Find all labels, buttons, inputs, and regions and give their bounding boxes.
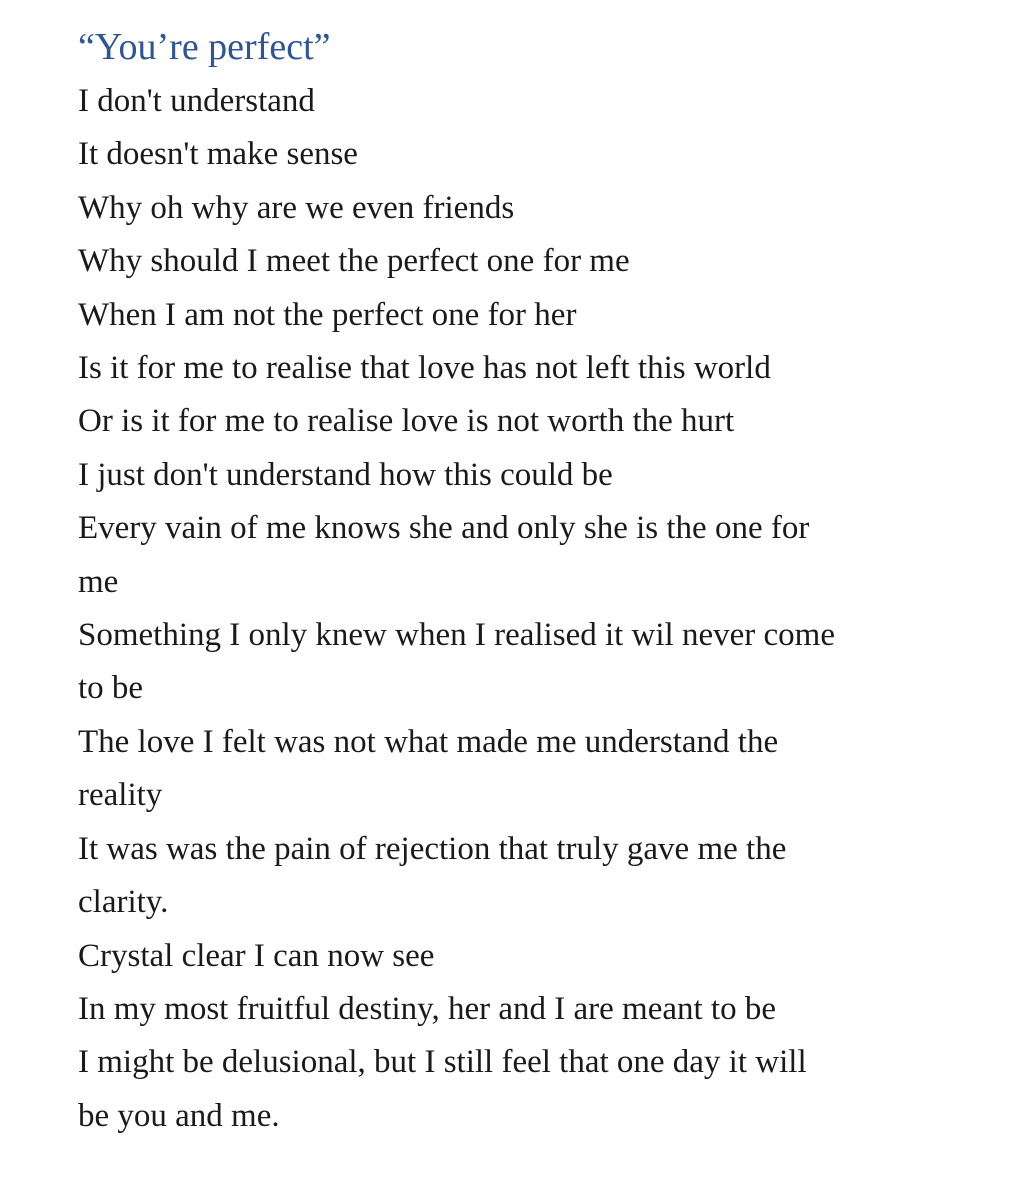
poem-line: be you and me. <box>78 1097 280 1134</box>
poem-line: Why oh why are we even friends <box>78 189 515 226</box>
poem-line: I might be delusional, but I still feel that one day it will <box>78 1044 807 1081</box>
poem-line: Why should I meet the perfect one for me <box>78 243 630 280</box>
poem-line: Crystal clear I can now see <box>78 937 435 974</box>
poem-line: I don't understand <box>78 83 315 119</box>
poem-line: When I am not the perfect one for her <box>78 296 577 333</box>
poem-line: Is it for me to realise that love has not left this world <box>78 350 771 387</box>
poem-line: Something I only knew when I realised it wil never come <box>78 617 835 654</box>
poem-line: reality <box>78 777 163 814</box>
poem-title: “You’re perfect” <box>78 26 331 68</box>
poem-line: The love I felt was not what made me understand the <box>78 723 779 760</box>
poem <box>78 22 978 1143</box>
poem-line: It was was the pain of rejection that truly gave me the <box>78 830 787 867</box>
poem-line: to be <box>78 670 144 707</box>
poem-line: Or is it for me to realise love is not worth the hurt <box>78 403 735 440</box>
poem-lines <box>78 75 978 1143</box>
poem-line: me <box>78 563 119 600</box>
poem-line: clarity. <box>78 884 169 921</box>
poem-line: I just don't understand how this could be <box>78 456 613 493</box>
poem-line: In my most fruitful destiny, her and I are meant to be <box>78 990 776 1027</box>
poem-line: It doesn't make sense <box>78 136 358 173</box>
poem-line: Every vain of me knows she and only she is the one for <box>78 510 810 547</box>
